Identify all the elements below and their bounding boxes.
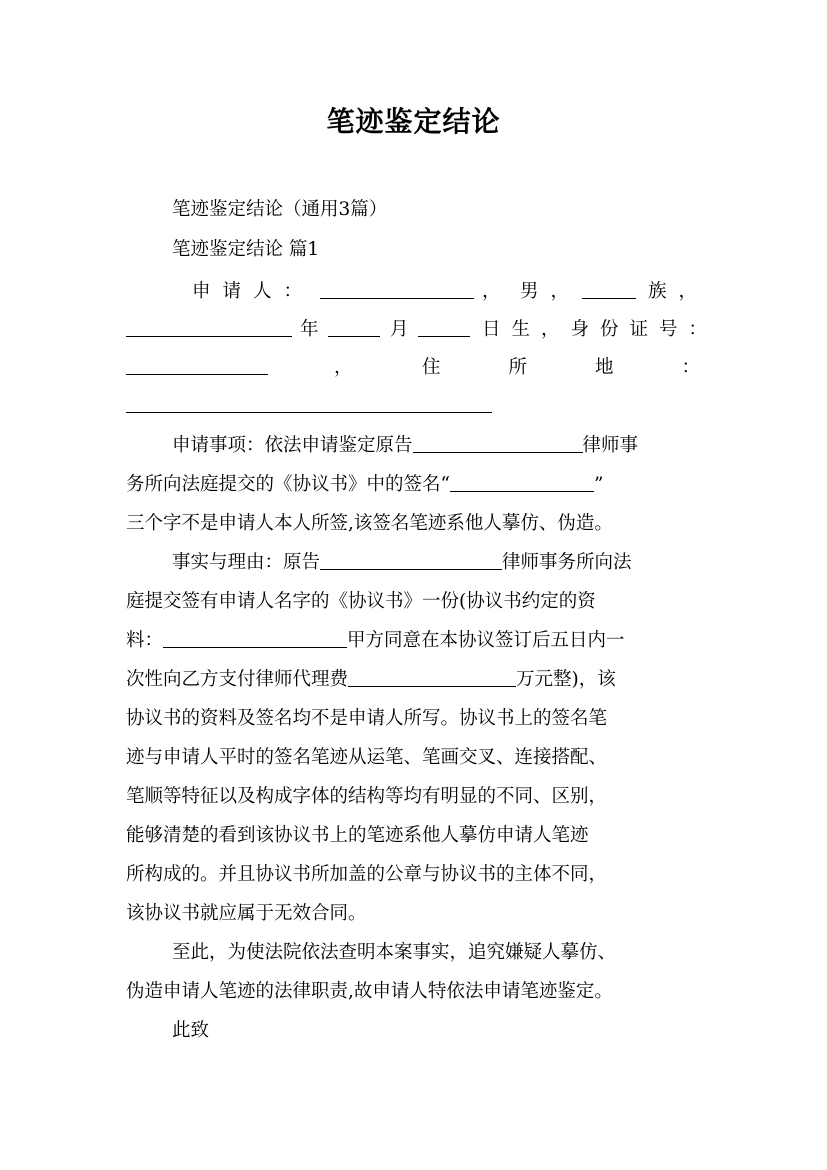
month-label: 月: [390, 319, 409, 340]
request-signature-text: 务所向法庭提交的《协议书》中的签名“: [126, 474, 450, 495]
facts-line-2: 庭提交签有申请人名字的《协议书》一份(协议书约定的资: [126, 591, 596, 612]
facts-law-firm: 律师事务所向法: [502, 552, 632, 573]
request-law-firm: 律师事: [582, 435, 639, 456]
facts-line-4: [126, 668, 616, 692]
plaintiff-blank: [413, 434, 583, 453]
facts-line-3: [126, 629, 625, 653]
birth-year-blank: [126, 318, 292, 337]
material-blank: [163, 629, 347, 648]
applicant-label: 申请人：: [192, 281, 315, 302]
facts-line-7: 笔顺等特征以及构成字体的结构等均有明显的不同、区别，: [126, 786, 608, 807]
applicant-name-blank: [320, 280, 474, 299]
fee-blank: [348, 668, 516, 687]
facts-fee-unit: 万元整)，该: [516, 669, 616, 690]
request-label: 申请事项：依法申请鉴定原告: [172, 435, 413, 456]
facts-line-8: 能够清楚的看到该协议书上的笔迹系他人摹仿申请人笔迹: [126, 825, 589, 846]
id-comma: ，: [334, 357, 353, 378]
residence-blank: [126, 394, 492, 413]
birth-month-blank: [328, 318, 380, 337]
facts-line-5: 协议书的资料及签名均不是申请人所写。协议书上的签名笔: [126, 708, 608, 729]
applicant-comma: ，: [482, 281, 501, 302]
facts-line-10: 该协议书就应属于无效合同。: [126, 903, 367, 924]
request-line-1: [172, 434, 638, 458]
request-line-2: [126, 473, 603, 497]
facts-material-label: 料：: [126, 630, 164, 651]
facts-line-6: 迹与申请人平时的签名笔迹从运笔、笔画交叉、连接搭配、: [126, 747, 608, 768]
closing-salutation: 此致: [172, 1020, 210, 1041]
quote-close: ”: [593, 474, 604, 495]
residence-label: 住所地：: [422, 357, 769, 378]
document-title: 笔迹鉴定结论: [326, 105, 501, 138]
conclusion-line-2: 伪造申请人笔迹的法律职责,故申请人特依法申请笔迹鉴定。: [126, 981, 613, 1002]
ethnicity-label: 族，: [648, 281, 710, 302]
facts-agreement-text: 甲方同意在本协议签订后五日内一: [347, 630, 625, 651]
birth-id-label: 日生，身份证号：: [482, 319, 719, 340]
id-number-blank: [126, 356, 268, 375]
facts-line-1: [172, 551, 632, 575]
facts-fee-text: 次性向乙方支付律师代理费: [126, 669, 349, 690]
signature-blank: [450, 473, 594, 492]
ethnicity-blank: [582, 280, 636, 299]
birth-day-blank: [418, 318, 470, 337]
year-label: 年: [300, 319, 319, 340]
section-heading: 笔迹鉴定结论 篇1: [172, 239, 320, 260]
applicant-gender: 男，: [520, 281, 582, 302]
subtitle: 笔迹鉴定结论（通用3篇）: [172, 199, 388, 220]
conclusion-line-1: 至此，为使法院依法查明本案事实，追究嫌疑人摹仿、: [172, 942, 617, 963]
facts-plaintiff-blank: [320, 551, 502, 570]
request-line-3: 三个字不是申请人本人所签,该签名笔迹系他人摹仿、伪造。: [126, 513, 613, 534]
facts-line-9: 所构成的。并且协议书所加盖的公章与协议书的主体不同，: [126, 864, 608, 885]
facts-label: 事实与理由：原告: [172, 552, 321, 573]
